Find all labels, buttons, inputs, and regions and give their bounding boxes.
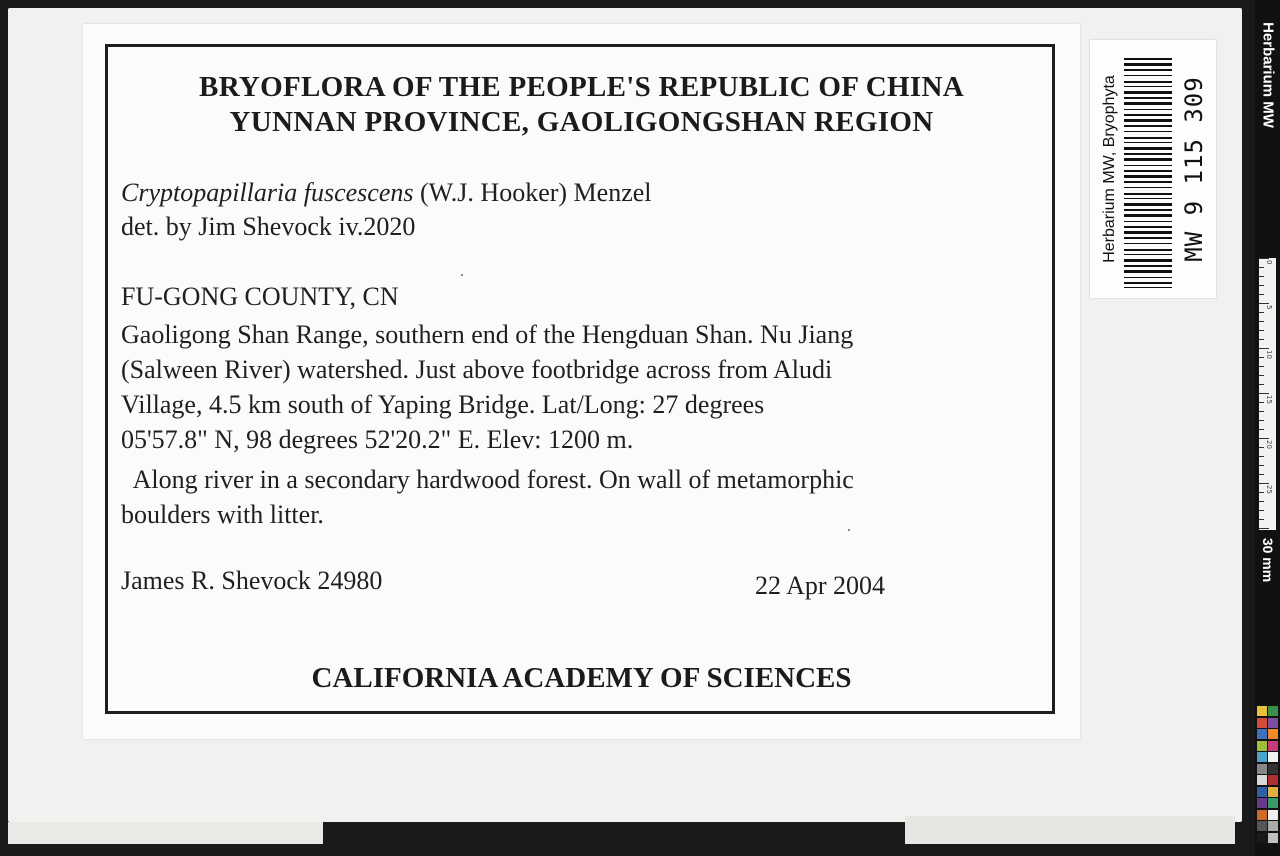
sticker-herbarium-label: Herbarium MW, Bryophyta xyxy=(1101,75,1118,263)
color-swatches xyxy=(1257,706,1279,846)
ruler-tick xyxy=(1259,258,1269,259)
color-swatch xyxy=(1268,741,1278,751)
barcode-bar xyxy=(1124,203,1172,206)
barcode-bar xyxy=(1124,198,1172,199)
barcode-bar xyxy=(1124,153,1172,155)
specimen-label xyxy=(83,24,1080,739)
ruler-tick xyxy=(1259,483,1269,484)
ruler-tick-label: 20 xyxy=(1265,440,1273,449)
strip-title-text: Herbarium MW xyxy=(1259,22,1276,128)
color-swatch xyxy=(1268,764,1278,774)
ruler-tick xyxy=(1259,492,1264,493)
color-swatch xyxy=(1268,718,1278,728)
color-swatch xyxy=(1257,729,1267,739)
barcode-bar xyxy=(1124,259,1172,262)
county: FU-GONG COUNTY, CN xyxy=(121,282,399,311)
packet-flap-right xyxy=(905,816,1235,844)
habitat-line: Along river in a secondary hardwood forest. On wall of metamorphic xyxy=(121,465,854,494)
speck xyxy=(461,274,463,276)
barcode-bar xyxy=(1124,170,1172,172)
ruler-tick xyxy=(1259,294,1264,295)
barcode-bar xyxy=(1124,119,1172,122)
barcode-bar xyxy=(1124,102,1172,105)
ruler-tick xyxy=(1259,528,1269,529)
ruler-tick xyxy=(1259,330,1264,331)
barcode-bar xyxy=(1124,209,1172,211)
ruler-tick xyxy=(1259,339,1264,340)
color-swatch xyxy=(1268,821,1278,831)
ruler-tick xyxy=(1259,510,1264,511)
barcode-bar xyxy=(1124,58,1172,60)
locality-line: (Salween River) watershed. Just above footbridge across from Aludi xyxy=(121,355,833,384)
barcode-bar xyxy=(1124,249,1172,251)
collector: James R. Shevock 24980 xyxy=(121,566,383,595)
color-swatch xyxy=(1257,706,1267,716)
ruler-tick xyxy=(1259,375,1264,376)
sticker-catalog-number xyxy=(1176,40,1212,298)
collection-date: 22 Apr 2004 xyxy=(755,571,885,600)
taxon-author: (W.J. Hooker) Menzel xyxy=(413,178,652,207)
barcode-bar xyxy=(1124,142,1172,143)
barcode-bar xyxy=(1124,282,1172,284)
barcode-bar xyxy=(1124,287,1172,288)
color-swatch xyxy=(1268,833,1278,843)
color-swatch xyxy=(1268,798,1278,808)
ruler-tick xyxy=(1259,393,1269,394)
barcode-bar xyxy=(1124,193,1172,195)
color-swatch xyxy=(1257,833,1267,843)
ruler-tick xyxy=(1259,402,1264,403)
barcode-sticker xyxy=(1090,40,1216,298)
color-swatch xyxy=(1257,810,1267,820)
ruler-tick xyxy=(1259,447,1264,448)
barcode-bar xyxy=(1124,214,1172,217)
ruler-tick xyxy=(1259,411,1264,412)
scale-label-text: 30 mm xyxy=(1259,537,1276,583)
locality-text xyxy=(121,317,1031,457)
barcode-bar xyxy=(1124,237,1172,239)
ruler-tick xyxy=(1259,303,1269,304)
barcode-bar xyxy=(1124,137,1172,139)
ruler-tick xyxy=(1259,501,1264,502)
barcode-bar xyxy=(1124,63,1172,66)
ruler-tick xyxy=(1259,384,1264,385)
ruler-tick xyxy=(1259,276,1264,277)
barcode-bar xyxy=(1124,86,1172,87)
color-swatch xyxy=(1257,787,1267,797)
ruler-tick xyxy=(1259,429,1264,430)
color-swatch xyxy=(1268,729,1278,739)
barcode-bar xyxy=(1124,187,1172,188)
color-swatch xyxy=(1268,752,1278,762)
color-swatch xyxy=(1257,764,1267,774)
ruler-tick xyxy=(1259,321,1264,322)
barcode-bar xyxy=(1124,226,1172,228)
barcode-bar xyxy=(1124,175,1172,178)
catalog-number: MW 9 115 309 xyxy=(1180,76,1208,262)
barcode-bar xyxy=(1124,165,1172,166)
speck xyxy=(848,529,850,531)
barcode-bar xyxy=(1124,243,1172,244)
ruler-tick xyxy=(1259,438,1269,439)
barcode-bar xyxy=(1124,114,1172,116)
barcode-bar xyxy=(1124,131,1172,132)
barcode-bar xyxy=(1124,181,1172,183)
color-swatch xyxy=(1257,821,1267,831)
color-swatch xyxy=(1257,752,1267,762)
color-swatch xyxy=(1268,810,1278,820)
ruler-tick-label: 0 xyxy=(1265,260,1273,265)
color-swatch xyxy=(1257,798,1267,808)
color-swatch xyxy=(1257,718,1267,728)
scale-ruler xyxy=(1259,258,1276,530)
ruler-tick xyxy=(1259,474,1264,475)
habitat-text xyxy=(121,462,1031,532)
sticker-herbarium-text xyxy=(1095,40,1125,298)
barcode-bar xyxy=(1124,158,1172,161)
ruler-tick xyxy=(1259,285,1264,286)
locality-line: 05'57.8" N, 98 degrees 52'20.2" E. Elev: 1200 m. xyxy=(121,425,634,454)
taxon-line xyxy=(121,176,652,210)
ruler-tick-label: 25 xyxy=(1265,485,1273,494)
ruler-tick-label: 5 xyxy=(1265,305,1273,310)
barcode-bar xyxy=(1124,277,1172,278)
label-footer: CALIFORNIA ACADEMY OF SCIENCES xyxy=(311,662,852,694)
ruler-tick xyxy=(1259,465,1264,466)
ruler-tick xyxy=(1259,420,1264,421)
determination: det. by Jim Shevock iv.2020 xyxy=(121,212,416,241)
packet-flap-left xyxy=(8,822,323,844)
color-swatch xyxy=(1257,741,1267,751)
ruler-tick xyxy=(1259,519,1264,520)
color-swatch xyxy=(1257,775,1267,785)
barcode-bar xyxy=(1124,254,1172,255)
barcode-bar xyxy=(1124,81,1172,83)
barcode-bar xyxy=(1124,147,1172,150)
barcode xyxy=(1124,58,1172,288)
barcode-bar xyxy=(1124,231,1172,234)
ruler-tick xyxy=(1259,312,1264,313)
label-header xyxy=(83,70,1080,140)
strip-title xyxy=(1255,0,1280,150)
barcode-bar xyxy=(1124,109,1172,110)
barcode-bar xyxy=(1124,125,1172,127)
ruler-tick xyxy=(1259,267,1264,268)
ruler-tick xyxy=(1259,357,1264,358)
taxon-name: Cryptopapillaria fuscescens xyxy=(121,178,414,207)
color-swatch xyxy=(1268,787,1278,797)
locality-line: Village, 4.5 km south of Yaping Bridge. Lat/Long: 27 degrees xyxy=(121,390,765,419)
barcode-bar xyxy=(1124,97,1172,99)
locality-line: Gaoligong Shan Range, southern end of the Hengduan Shan. Nu Jiang xyxy=(121,320,854,349)
barcode-bar xyxy=(1124,91,1172,94)
header-line-1: BRYOFLORA OF THE PEOPLE'S REPUBLIC OF CHINA xyxy=(199,71,964,103)
ruler-tick xyxy=(1259,456,1264,457)
barcode-bar xyxy=(1124,265,1172,267)
barcode-bar xyxy=(1124,75,1172,76)
header-line-2: YUNNAN PROVINCE, GAOLIGONGSHAN REGION xyxy=(229,106,934,138)
barcode-bar xyxy=(1124,221,1172,222)
barcode-bar xyxy=(1124,270,1172,273)
color-swatch xyxy=(1268,775,1278,785)
ruler-tick-label: 10 xyxy=(1265,350,1273,359)
ruler-tick-label: 15 xyxy=(1265,395,1273,404)
habitat-line: boulders with litter. xyxy=(121,500,324,529)
ruler-tick xyxy=(1259,348,1269,349)
barcode-bar xyxy=(1124,69,1172,71)
scale-label xyxy=(1255,530,1280,590)
ruler-tick xyxy=(1259,366,1264,367)
color-swatch xyxy=(1268,706,1278,716)
